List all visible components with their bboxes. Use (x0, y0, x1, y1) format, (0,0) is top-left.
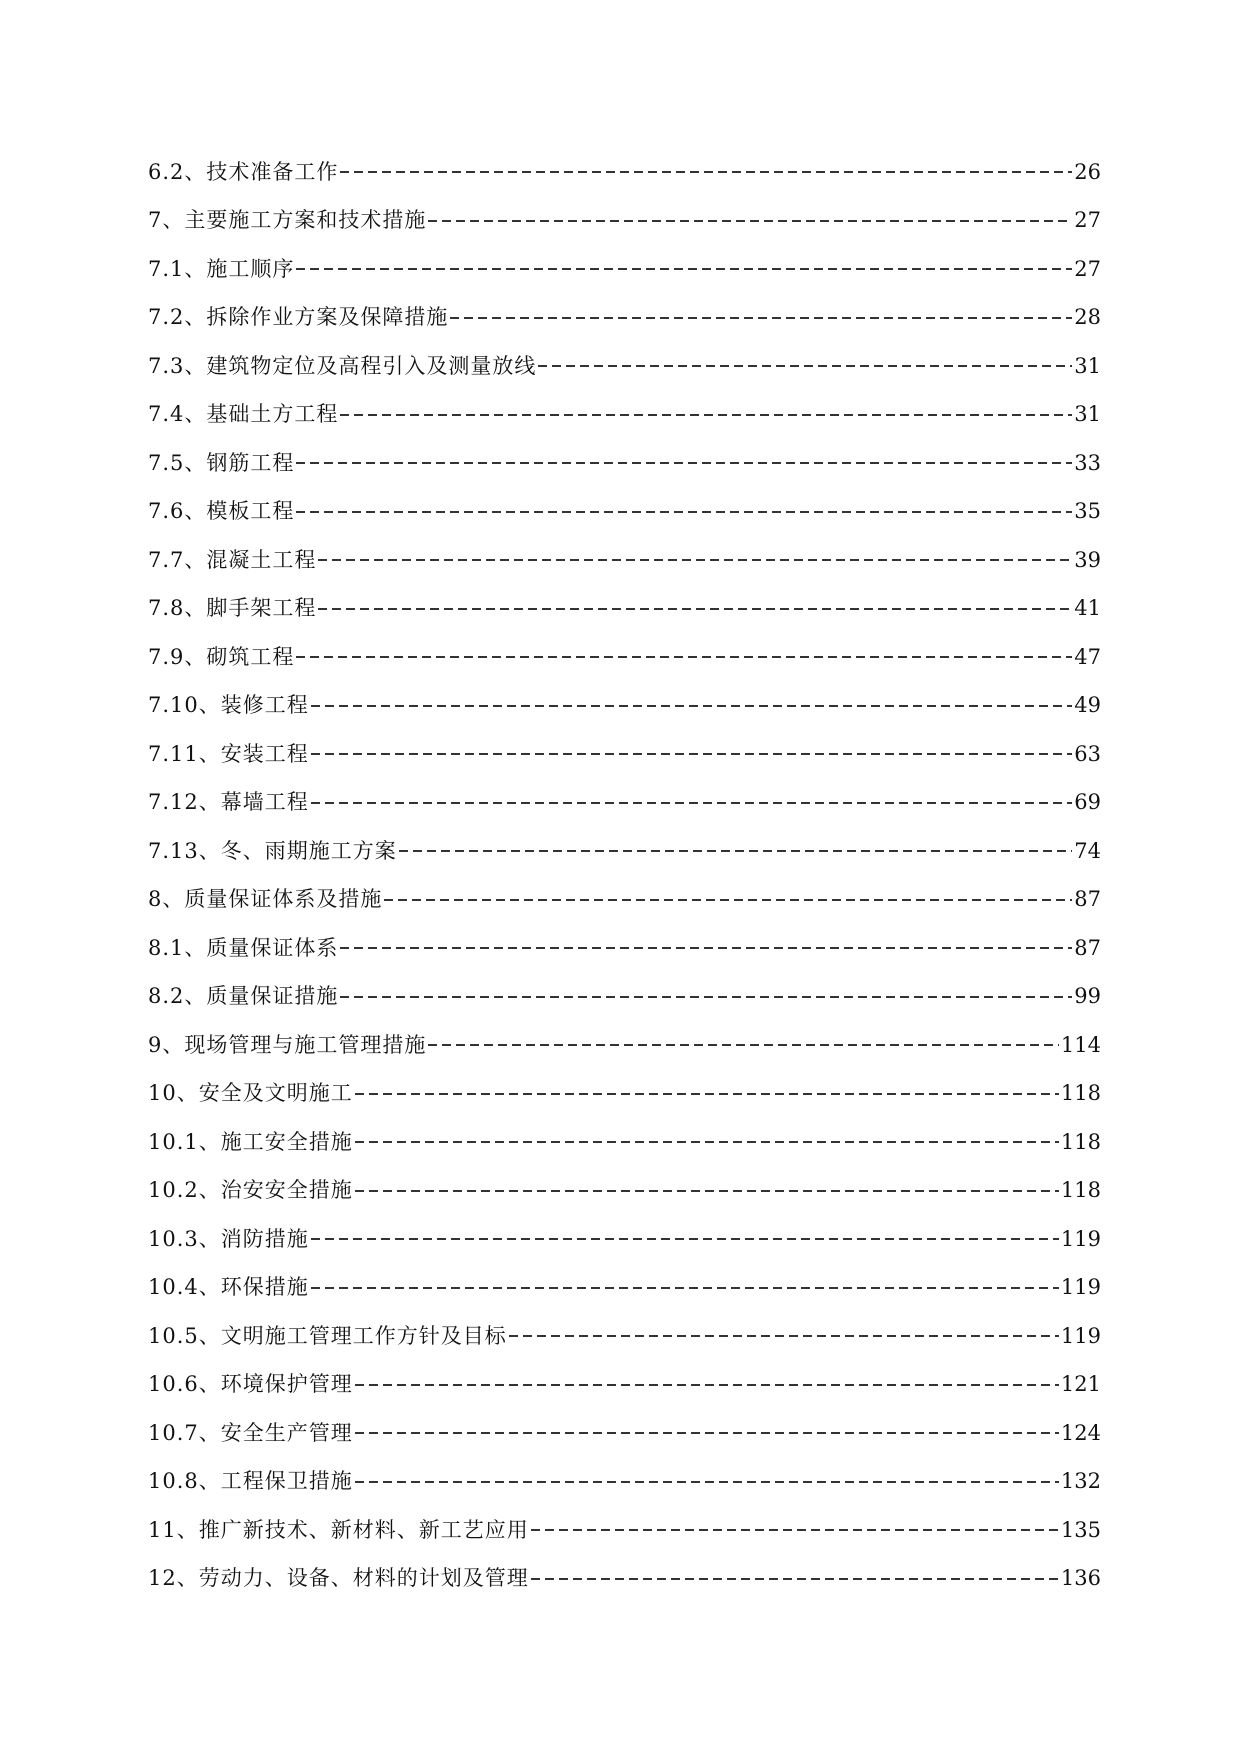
toc-entry-page-number: 132 (1060, 1469, 1101, 1494)
toc-dash-leader (296, 268, 1072, 270)
toc-entry-page-number: 49 (1074, 693, 1101, 718)
toc-dash-leader (355, 1432, 1059, 1434)
toc-entry-page-number: 118 (1060, 1178, 1101, 1203)
toc-dash-leader (340, 171, 1072, 173)
toc-entry-title: 8、质量保证体系及措施 (148, 887, 383, 912)
toc-entry-page-number: 26 (1074, 159, 1101, 184)
toc-entry[interactable] (148, 197, 1101, 246)
toc-entry-page-number: 39 (1074, 547, 1101, 572)
toc-entry[interactable] (148, 1021, 1101, 1070)
toc-entry-title: 7.3、建筑物定位及高程引入及测量放线 (148, 353, 537, 378)
toc-dash-leader (531, 1529, 1059, 1531)
toc-entry-title: 7.8、脚手架工程 (148, 596, 317, 621)
toc-entry-page-number: 114 (1060, 1032, 1101, 1057)
toc-dash-leader (355, 1093, 1059, 1095)
toc-entry[interactable] (148, 1555, 1101, 1604)
toc-dash-leader (311, 1287, 1059, 1289)
toc-entry[interactable] (148, 342, 1101, 391)
toc-entry[interactable] (148, 633, 1101, 682)
toc-dash-leader (318, 608, 1072, 610)
toc-entry-page-number: 41 (1074, 596, 1101, 621)
toc-entry-page-number: 74 (1074, 838, 1101, 863)
toc-entry[interactable] (148, 536, 1101, 585)
toc-dash-leader (311, 802, 1073, 804)
toc-dash-leader (355, 1141, 1059, 1143)
toc-entry-page-number: 63 (1074, 741, 1101, 766)
toc-entry-title: 7.13、冬、雨期施工方案 (148, 838, 397, 863)
toc-entry-title: 10.2、治安安全措施 (148, 1178, 353, 1203)
toc-entry[interactable] (148, 1312, 1101, 1361)
table-of-contents (148, 148, 1101, 1603)
toc-entry-title: 10、安全及文明施工 (148, 1081, 353, 1106)
toc-dash-leader (450, 317, 1072, 319)
toc-entry-page-number: 69 (1074, 790, 1101, 815)
toc-entry-page-number: 31 (1074, 402, 1101, 427)
toc-entry-title: 7.7、混凝土工程 (148, 547, 317, 572)
toc-dash-leader (531, 1578, 1059, 1580)
toc-entry-page-number: 118 (1060, 1081, 1101, 1106)
toc-entry-title: 7.12、幕墙工程 (148, 790, 309, 815)
toc-dash-leader (340, 947, 1072, 949)
toc-entry[interactable] (148, 1506, 1101, 1555)
toc-dash-leader (355, 1481, 1059, 1483)
toc-entry[interactable] (148, 682, 1101, 731)
toc-entry-page-number: 28 (1074, 305, 1101, 330)
toc-dash-leader (355, 1384, 1059, 1386)
toc-entry[interactable] (148, 1215, 1101, 1264)
toc-entry[interactable] (148, 439, 1101, 488)
toc-dash-leader (384, 899, 1072, 901)
toc-dash-leader (318, 559, 1072, 561)
toc-entry[interactable] (148, 148, 1101, 197)
toc-entry-page-number: 27 (1074, 256, 1101, 281)
toc-entry-title: 7.11、安装工程 (148, 741, 309, 766)
toc-entry-title: 10.1、施工安全措施 (148, 1129, 353, 1154)
toc-dash-leader (340, 414, 1072, 416)
toc-entry-page-number: 121 (1060, 1372, 1101, 1397)
toc-entry-title: 7.2、拆除作业方案及保障措施 (148, 305, 449, 330)
toc-entry-page-number: 124 (1060, 1420, 1101, 1445)
toc-entry-title: 10.4、环保措施 (148, 1275, 309, 1300)
toc-dash-leader (311, 1238, 1059, 1240)
toc-entry-title: 10.6、环境保护管理 (148, 1372, 353, 1397)
toc-entry-title: 8.2、质量保证措施 (148, 984, 339, 1009)
toc-entry-page-number: 118 (1060, 1129, 1101, 1154)
toc-dash-leader (538, 365, 1072, 367)
toc-entry-title: 7.5、钢筋工程 (148, 450, 295, 475)
toc-dash-leader (296, 656, 1072, 658)
toc-entry[interactable] (148, 827, 1101, 876)
toc-entry-page-number: 136 (1060, 1566, 1101, 1591)
toc-entry-page-number: 135 (1060, 1517, 1101, 1542)
toc-entry-page-number: 87 (1074, 935, 1101, 960)
toc-entry-page-number: 35 (1074, 499, 1101, 524)
toc-entry-title: 7.4、基础土方工程 (148, 402, 339, 427)
toc-entry[interactable] (148, 1167, 1101, 1216)
toc-entry-title: 11、推广新技术、新材料、新工艺应用 (148, 1517, 529, 1542)
toc-dash-leader (355, 1190, 1059, 1192)
toc-dash-leader (340, 996, 1072, 998)
toc-entry-page-number: 99 (1074, 984, 1101, 1009)
toc-entry[interactable] (148, 1070, 1101, 1119)
toc-entry-title: 7.1、施工顺序 (148, 256, 295, 281)
toc-entry[interactable] (148, 1458, 1101, 1507)
toc-dash-leader (311, 705, 1073, 707)
toc-entry-page-number: 87 (1074, 887, 1101, 912)
toc-entry-title: 7.6、模板工程 (148, 499, 295, 524)
toc-dash-leader (296, 462, 1072, 464)
toc-entry[interactable] (148, 730, 1101, 779)
toc-entry-page-number: 33 (1074, 450, 1101, 475)
toc-entry-title: 7.10、装修工程 (148, 693, 309, 718)
toc-entry[interactable] (148, 1409, 1101, 1458)
toc-entry[interactable] (148, 1264, 1101, 1313)
toc-entry[interactable] (148, 973, 1101, 1022)
toc-entry-page-number: 119 (1060, 1275, 1101, 1300)
toc-entry-page-number: 47 (1074, 644, 1101, 669)
toc-entry-title: 8.1、质量保证体系 (148, 935, 339, 960)
toc-entry-title: 6.2、技术准备工作 (148, 159, 339, 184)
toc-entry[interactable] (148, 585, 1101, 634)
toc-entry-title: 10.7、安全生产管理 (148, 1420, 353, 1445)
toc-entry-page-number: 31 (1074, 353, 1101, 378)
toc-entry[interactable] (148, 245, 1101, 294)
toc-entry[interactable] (148, 488, 1101, 537)
toc-entry-page-number: 27 (1074, 208, 1101, 233)
toc-entry-title: 7.9、砌筑工程 (148, 644, 295, 669)
toc-dash-leader (428, 220, 1072, 222)
toc-entry[interactable] (148, 876, 1101, 925)
toc-entry[interactable] (148, 779, 1101, 828)
toc-entry-title: 12、劳动力、设备、材料的计划及管理 (148, 1566, 529, 1591)
toc-dash-leader (311, 753, 1073, 755)
toc-entry-page-number: 119 (1060, 1323, 1101, 1348)
toc-entry-title: 10.5、文明施工管理工作方针及目标 (148, 1323, 507, 1348)
toc-entry[interactable] (148, 391, 1101, 440)
toc-entry-title: 10.3、消防措施 (148, 1226, 309, 1251)
toc-entry[interactable] (148, 294, 1101, 343)
toc-entry-page-number: 119 (1060, 1226, 1101, 1251)
toc-entry[interactable] (148, 1361, 1101, 1410)
toc-entry-title: 7、主要施工方案和技术措施 (148, 208, 427, 233)
toc-entry-title: 9、现场管理与施工管理措施 (148, 1032, 427, 1057)
toc-dash-leader (428, 1044, 1059, 1046)
toc-entry[interactable] (148, 924, 1101, 973)
toc-dash-leader (509, 1335, 1059, 1337)
toc-dash-leader (399, 850, 1073, 852)
toc-dash-leader (296, 511, 1072, 513)
toc-entry[interactable] (148, 1118, 1101, 1167)
toc-entry-title: 10.8、工程保卫措施 (148, 1469, 353, 1494)
